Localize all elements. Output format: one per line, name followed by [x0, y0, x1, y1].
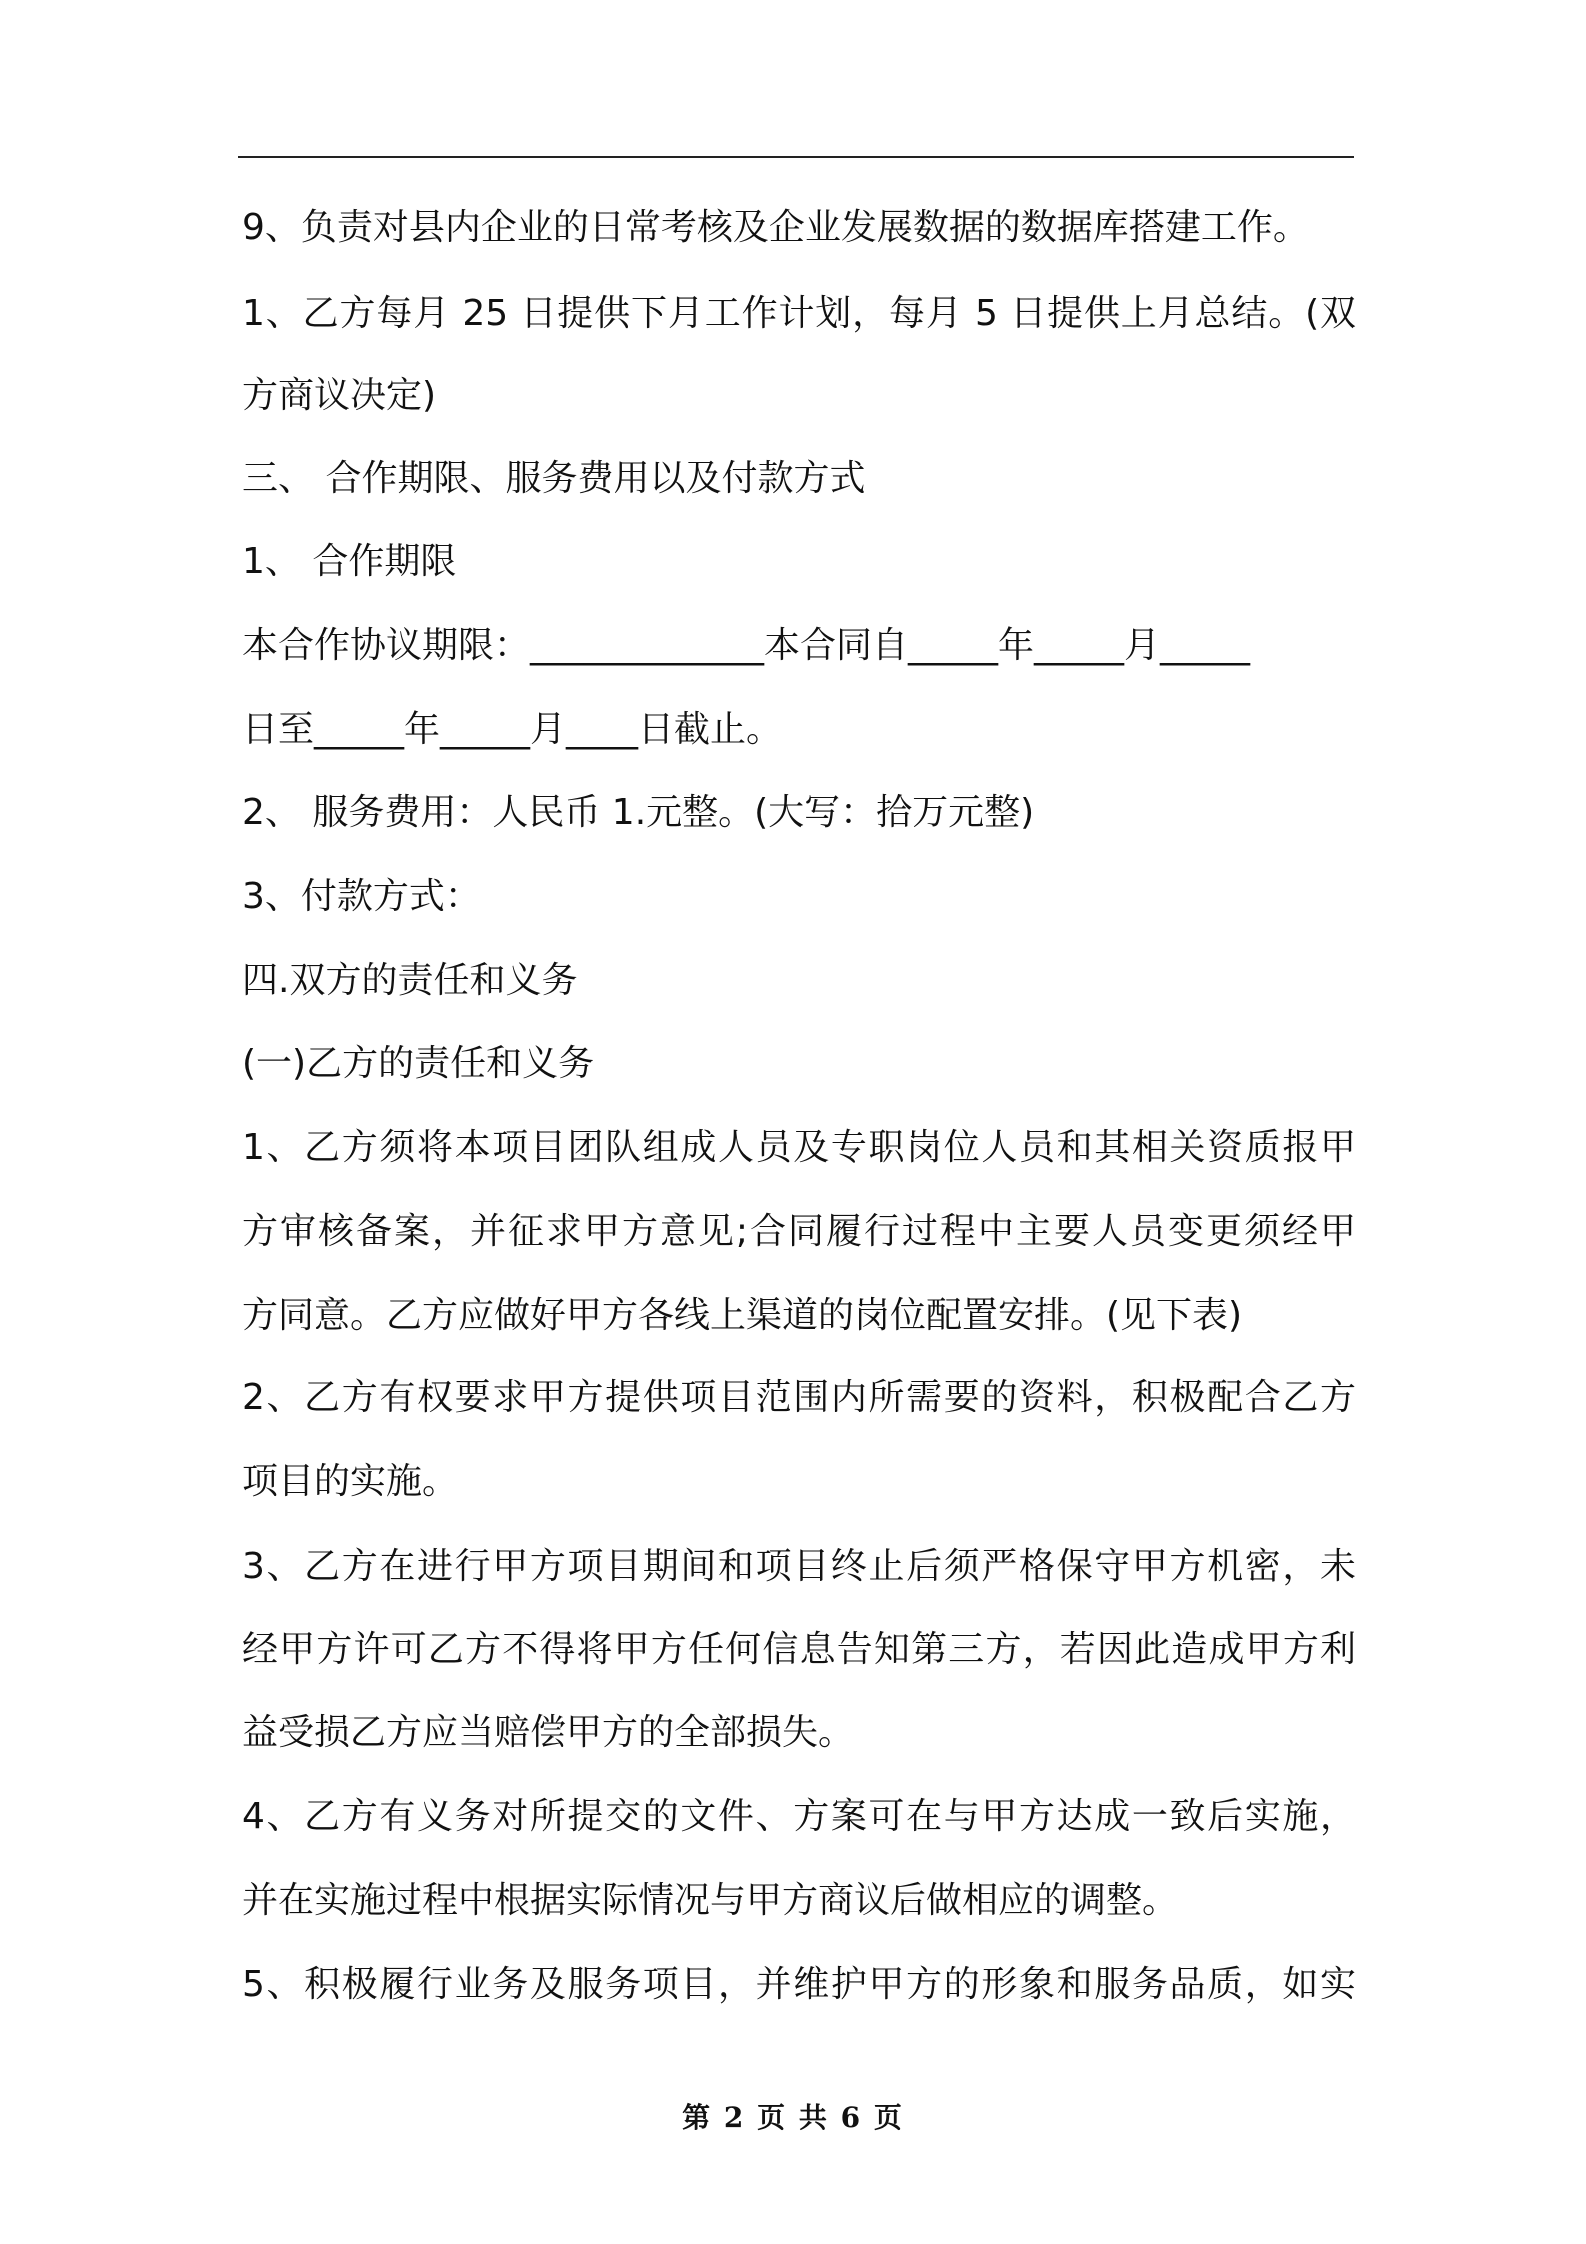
text-line: 并在实施过程中根据实际情况与甲方商议后做相应的调整。 [242, 1880, 1179, 1921]
text-line: 1、 合作期限 [242, 541, 457, 582]
text-line: 1、乙方每月 25 日提供下月工作计划，每月 5 日提供上月总结。(双 [242, 293, 1356, 334]
text-line: 项目的实施。 [242, 1461, 459, 1502]
subsection-heading: (一)乙方的责任和义务 [242, 1043, 595, 1084]
text-line: 2、乙方有权要求甲方提供项目范围内所需要的资料，积极配合乙方 [242, 1377, 1356, 1418]
text-line: 本合作协议期限：_____________本合同自_____年_____月_____ [242, 625, 1251, 666]
text-line: 4、乙方有义务对所提交的文件、方案可在与甲方达成一致后实施， [242, 1796, 1356, 1837]
text-line: 方审核备案，并征求甲方意见;合同履行过程中主要人员变更须经甲 [242, 1211, 1356, 1252]
text-line: 3、乙方在进行甲方项目期间和项目终止后须严格保守甲方机密，未 [242, 1546, 1356, 1587]
text-line: 1、乙方须将本项目团队组成人员及专职岗位人员和其相关资质报甲 [242, 1127, 1356, 1168]
section-heading: 四.双方的责任和义务 [242, 960, 578, 1001]
text-line: 经甲方许可乙方不得将甲方任何信息告知第三方，若因此造成甲方利 [242, 1629, 1356, 1670]
section-heading: 三、 合作期限、服务费用以及付款方式 [242, 458, 866, 499]
text-line: 3、付款方式： [242, 876, 481, 917]
text-line: 日至_____年_____月____日截止。 [242, 709, 783, 750]
text-line: 方商议决定) [242, 375, 437, 416]
page-number: 第 2 页 共 6 页 [682, 2101, 904, 2134]
header-rule [238, 156, 1354, 158]
text-line: 9、负责对县内企业的日常考核及企业发展数据的数据库搭建工作。 [242, 207, 1309, 248]
text-line: 方同意。乙方应做好甲方各线上渠道的岗位配置安排。(见下表) [242, 1295, 1243, 1336]
text-line: 2、 服务费用：人民币 1.元整。(大写：拾万元整) [242, 792, 1035, 833]
text-line: 5、积极履行业务及服务项目，并维护甲方的形象和服务品质，如实 [242, 1964, 1356, 2005]
text-line: 益受损乙方应当赔偿甲方的全部损失。 [242, 1712, 855, 1753]
